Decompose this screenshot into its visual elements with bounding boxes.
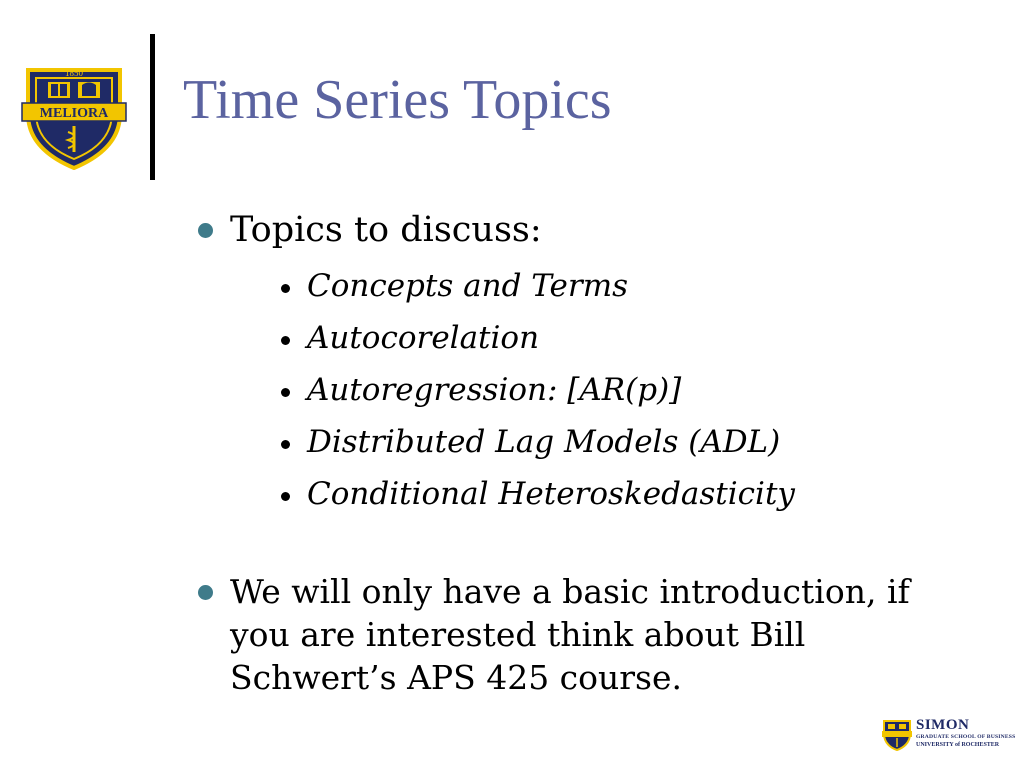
bullet-dot-icon — [198, 585, 213, 600]
sub-bullet-dot-icon — [281, 284, 290, 293]
sub-bullet-dot-icon — [281, 440, 290, 449]
simon-name: SIMON — [916, 717, 970, 733]
sub-bullet-item — [278, 364, 998, 416]
seal-year: 1850 — [65, 68, 83, 78]
sub-bullet-item — [278, 468, 998, 520]
sub-bullet-text: Concepts and Terms — [307, 268, 629, 304]
simon-school-line: GRADUATE SCHOOL OF BUSINESS — [916, 734, 1016, 740]
slide-title: Time Series Topics — [183, 69, 612, 131]
sub-bullet-text: Autoregression: [AR(p)] — [307, 372, 682, 408]
bullet-list — [198, 208, 998, 699]
sub-bullet-text: Conditional Heteroskedasticity — [307, 476, 795, 512]
sub-bullet-dot-icon — [281, 336, 290, 345]
title-divider — [150, 34, 155, 180]
sub-bullet-list — [230, 260, 998, 520]
simon-shield-icon — [882, 719, 912, 751]
sub-bullet-item — [278, 416, 998, 468]
bullet-text: We will only have a basic introduction, if you are interested think about Bill Schwert’s APS 425 course. — [230, 572, 910, 697]
sub-bullet-text: Autocorelation — [307, 320, 540, 356]
university-seal-logo — [18, 58, 130, 170]
bullet-item — [198, 570, 998, 699]
simon-university-line: UNIVERSITY of ROCHESTER — [916, 742, 1000, 748]
sub-bullet-text: Distributed Lag Models (ADL) — [307, 424, 781, 460]
sub-bullet-item — [278, 260, 998, 312]
bullet-dot-icon — [198, 223, 213, 238]
bullet-text: Topics to discuss: — [230, 210, 542, 250]
sub-bullet-dot-icon — [281, 388, 290, 397]
simon-school-logo — [882, 717, 1016, 752]
seal-motto: MELIORA — [39, 106, 109, 121]
sub-bullet-dot-icon — [281, 492, 290, 501]
sub-bullet-item — [278, 312, 998, 364]
bullet-item — [198, 208, 998, 520]
